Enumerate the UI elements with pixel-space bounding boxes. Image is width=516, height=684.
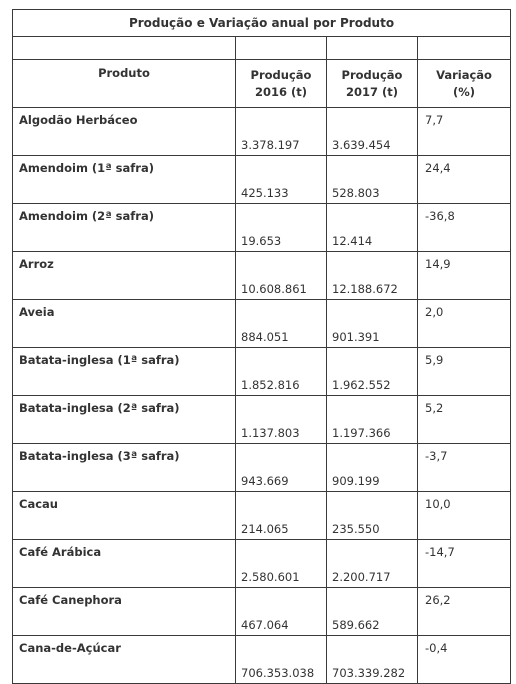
cell-producao-2016: 1.852.816 [236,348,327,396]
table-row [13,252,511,300]
blank-cell [327,37,418,60]
cell-producao-2016: 1.137.803 [236,396,327,444]
cell-produto: Cana-de-Açúcar [13,636,236,684]
blank-cell [13,37,236,60]
cell-producao-2016: 2.580.601 [236,540,327,588]
cell-producao-2017: 3.639.454 [327,108,418,156]
cell-variacao: 10,0 [418,492,511,540]
table-row [13,636,511,684]
header-producao-2017-line1: Produção [341,67,403,82]
production-table [12,9,511,684]
cell-produto: Café Arábica [13,540,236,588]
table-row [13,204,511,252]
table-header-row [13,60,511,108]
cell-producao-2016: 943.669 [236,444,327,492]
cell-producao-2017: 12.188.672 [327,252,418,300]
table-blank-row [13,37,511,60]
cell-variacao: 2,0 [418,300,511,348]
cell-producao-2017: 1.197.366 [327,396,418,444]
cell-producao-2016: 467.064 [236,588,327,636]
cell-produto: Amendoim (1ª safra) [13,156,236,204]
header-variacao [418,60,511,108]
header-variacao-line2: (%) [453,84,476,99]
cell-producao-2016: 214.065 [236,492,327,540]
cell-variacao: -0,4 [418,636,511,684]
cell-variacao: 26,2 [418,588,511,636]
table-row [13,156,511,204]
cell-variacao: 5,2 [418,396,511,444]
table-row [13,540,511,588]
table-row [13,396,511,444]
cell-producao-2016: 706.353.038 [236,636,327,684]
header-producao-2016-line2: 2016 (t) [254,84,308,99]
cell-producao-2017: 1.962.552 [327,348,418,396]
cell-producao-2017: 909.199 [327,444,418,492]
cell-produto: Cacau [13,492,236,540]
cell-variacao: -36,8 [418,204,511,252]
cell-producao-2016: 19.653 [236,204,327,252]
cell-producao-2017: 2.200.717 [327,540,418,588]
cell-produto: Arroz [13,252,236,300]
cell-produto: Amendoim (2ª safra) [13,204,236,252]
cell-produto: Café Canephora [13,588,236,636]
cell-producao-2017: 703.339.282 [327,636,418,684]
header-produto: Produto [13,60,236,108]
header-producao-2016 [236,60,327,108]
header-producao-2016-line1: Produção [250,67,312,82]
cell-produto: Batata-inglesa (1ª safra) [13,348,236,396]
cell-variacao: 24,4 [418,156,511,204]
table-row [13,348,511,396]
table-row [13,588,511,636]
cell-producao-2017: 589.662 [327,588,418,636]
cell-variacao: 5,9 [418,348,511,396]
cell-producao-2016: 884.051 [236,300,327,348]
table-row [13,492,511,540]
header-variacao-line1: Variação [436,67,492,82]
cell-produto: Algodão Herbáceo [13,108,236,156]
table-row [13,108,511,156]
blank-cell [236,37,327,60]
cell-producao-2016: 10.608.861 [236,252,327,300]
table-title-row [13,10,511,37]
cell-produto: Aveia [13,300,236,348]
cell-variacao: -3,7 [418,444,511,492]
table-row [13,444,511,492]
cell-produto: Batata-inglesa (2ª safra) [13,396,236,444]
table-row [13,300,511,348]
cell-producao-2017: 528.803 [327,156,418,204]
header-producao-2017-line2: 2017 (t) [345,84,399,99]
cell-producao-2016: 3.378.197 [236,108,327,156]
cell-variacao: 7,7 [418,108,511,156]
cell-variacao: 14,9 [418,252,511,300]
table-title: Produção e Variação anual por Produto [13,10,511,37]
blank-cell [418,37,511,60]
cell-producao-2017: 12.414 [327,204,418,252]
cell-variacao: -14,7 [418,540,511,588]
cell-producao-2017: 235.550 [327,492,418,540]
cell-producao-2017: 901.391 [327,300,418,348]
cell-producao-2016: 425.133 [236,156,327,204]
cell-produto: Batata-inglesa (3ª safra) [13,444,236,492]
header-producao-2017 [327,60,418,108]
